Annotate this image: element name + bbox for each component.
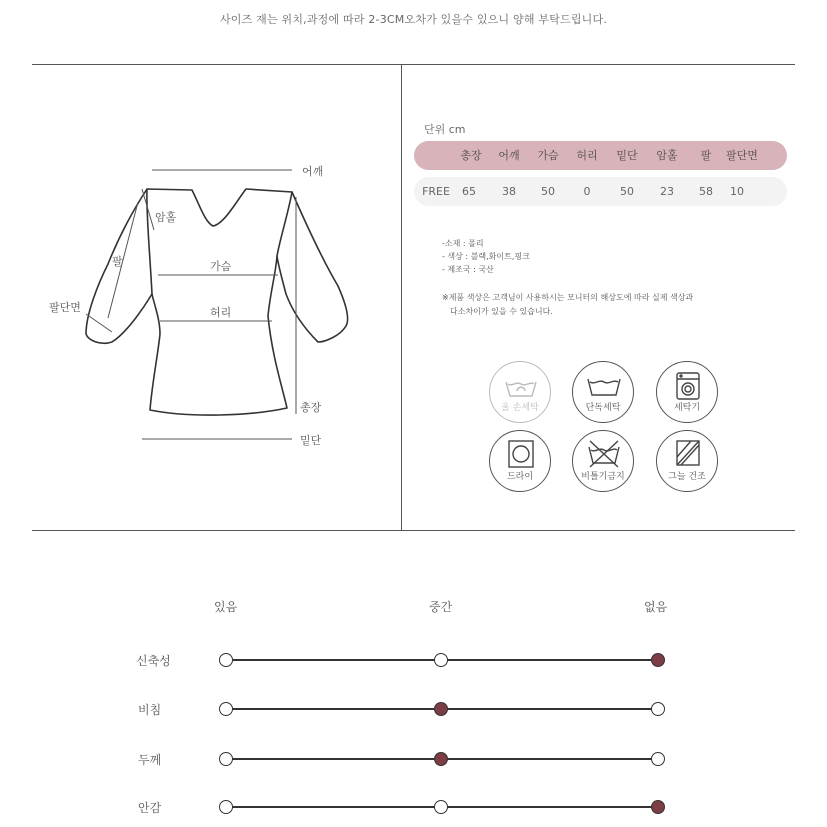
header-cuff: 팔단면: [726, 149, 758, 162]
sleeve-label: 팔: [112, 255, 123, 268]
garment-diagram: [0, 64, 400, 530]
care-label: 드라이: [506, 472, 534, 482]
attribute-dot-selected: [651, 800, 665, 814]
armhole-seam-left: [147, 189, 152, 294]
size-notice: 사이즈 재는 위치,과정에 따라 2-3CM오차가 있을수 있으니 양해 부탁드립니다.: [219, 13, 608, 26]
value-shoulder: 38: [502, 185, 516, 198]
single-wash-icon: [573, 362, 635, 424]
value-length: 65: [462, 185, 476, 198]
header-armhole: 암홀: [656, 149, 678, 162]
attribute-dot: [651, 752, 665, 766]
armhole-seam-right: [277, 192, 292, 256]
cuff-label: 팔단면: [49, 301, 81, 314]
attribute-dot-selected: [434, 752, 448, 766]
care-dry-clean: [489, 430, 551, 492]
scale-label-medium: 중간: [429, 600, 453, 614]
care-hand-wash: [489, 361, 551, 423]
color-info: - 색상 : 블랙,화이트,핑크: [442, 252, 530, 261]
attribute-dot-selected: [434, 702, 448, 716]
length-label: 총장: [300, 401, 322, 414]
chest-label: 가슴: [210, 260, 232, 273]
dry-clean-icon: [490, 431, 552, 493]
attribute-dot-selected: [651, 653, 665, 667]
attribute-dot: [219, 653, 233, 667]
shade-dry-icon: [657, 431, 719, 493]
care-label: 비틀기금지: [581, 472, 625, 482]
attribute-dot: [219, 752, 233, 766]
care-label: 울 손세탁: [501, 403, 539, 413]
value-armhole: 23: [660, 185, 674, 198]
header-chest: 가슴: [537, 149, 559, 162]
waist-label: 허리: [210, 306, 232, 319]
bottom-divider: [32, 530, 795, 531]
header-length: 총장: [460, 149, 482, 162]
origin-info: - 제조국 : 국산: [442, 265, 494, 274]
value-hem: 50: [620, 185, 634, 198]
scale-label-none: 없음: [644, 600, 668, 614]
header-hem: 밑단: [616, 149, 638, 162]
scale-label-have: 있음: [214, 600, 238, 614]
care-label: 세탁기: [673, 403, 701, 413]
washing-machine-icon: [657, 362, 719, 424]
value-chest: 50: [541, 185, 555, 198]
attribute-label: 신축성: [136, 654, 171, 668]
attribute-dot: [219, 800, 233, 814]
attribute-dot: [434, 653, 448, 667]
material-info: -소재 : 폴리: [442, 239, 484, 248]
garment-outline: [86, 189, 348, 415]
header-waist: 허리: [576, 149, 598, 162]
care-label: 단독세탁: [585, 403, 621, 413]
attribute-dot: [434, 800, 448, 814]
armhole-label: 암홀: [155, 211, 177, 224]
value-waist: 0: [583, 185, 591, 198]
attribute-dot: [219, 702, 233, 716]
row-size: FREE: [422, 185, 450, 198]
attribute-label: 두께: [138, 753, 162, 767]
value-cuff: 10: [730, 185, 744, 198]
hem-label: 밑단: [300, 434, 322, 447]
attribute-label: 안감: [138, 801, 162, 815]
care-single-wash: [572, 361, 634, 423]
care-no-bleach: [572, 430, 634, 492]
care-shade-dry: [656, 430, 718, 492]
care-washing-machine: [656, 361, 718, 423]
color-note-line1: ※제품 색상은 고객님이 사용하시는 모니터의 해상도에 따라 실제 색상과: [442, 293, 694, 302]
care-label: 그늘 건조: [668, 472, 706, 482]
unit-label: 단위 cm: [424, 123, 466, 136]
color-note-line2: 다소차이가 있을 수 있습니다.: [450, 307, 553, 316]
hand-wash-icon: [490, 362, 552, 424]
attribute-dot: [651, 702, 665, 716]
header-shoulder: 어깨: [498, 149, 520, 162]
center-divider: [401, 64, 402, 531]
no-bleach-icon: [573, 431, 635, 493]
header-sleeve: 팔: [700, 149, 712, 162]
attribute-label: 비침: [138, 703, 162, 717]
size-table-row: [414, 177, 787, 206]
value-sleeve: 58: [699, 185, 713, 198]
shoulder-label: 어깨: [302, 165, 324, 178]
size-table-header: [414, 141, 787, 170]
